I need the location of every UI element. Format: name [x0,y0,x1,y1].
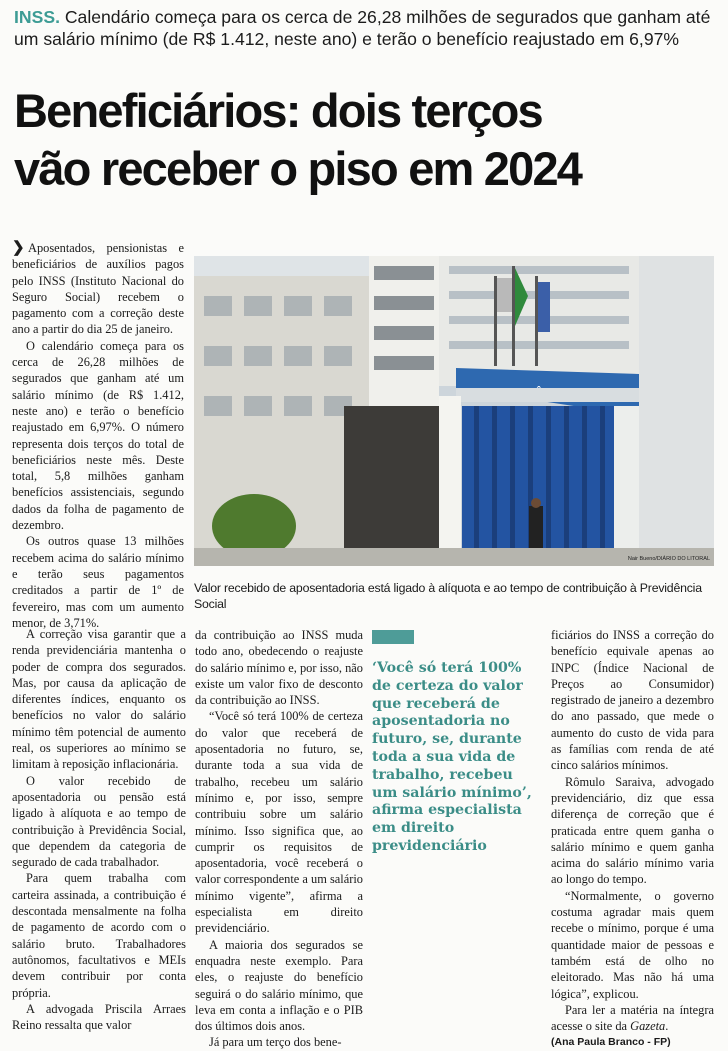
photo-credit: Nair Bueno/DIÁRIO DO LITORAL [627,556,710,562]
article-column-1-bottom [12,626,186,1033]
paragraph: Para ler a matéria na íntegra acesse o site da Gazeta. [551,1002,714,1034]
headline [14,82,714,198]
paragraph: “Você só terá 100% de certeza do valor que receberá de aposentadoria no futuro, se, durante toda a sua vida de trabalho, recebeu um salário mínimo e, por isso, sempre contribuiu sobre um salário mínimo. Isso significa que, ao cumprir os requisitos de aposentadoria, você receberá o valor correspondente a um salário mínimo vigente”, afirma a especialista em direito previdenciário. [195,709,363,936]
paragraph: Já para um terço dos bene- [209,1035,342,1050]
paragraph: “Normalmente, o governo costuma agradar mais quem recebe o mínimo, porque é uma quantidade maior de pessoas e também está de olho no eleitorado. Mas não há uma lógica”, explicou. [551,888,714,1001]
paragraph: ficiários do INSS a correção do benefício equivale apenas ao INPC (Índice Nacional de Preços ao Consumidor) registrado de janeiro a dezembro do ano passado, que mede o aumento do custo de vida para as famílias com renda de até cinco salários mínimos. [551,628,714,773]
kicker-text: Calendário começa para os cerca de 26,28 milhões de segurados que ganham até um salário mínimo (de R$ 1.412, neste ano) e terão o benefício reajustado em 6,97% [14,7,711,49]
paragraph: O calendário começa para os cerca de 26,28 milhões de segurados que ganham até um salário mínimo (de R$ 1.412, neste ano) e terão o benefício reajustado em 6,97%. O número representa dois terços do total de beneficiários neste mês. Deste total, 5,8 milhões ganham benefícios assistenciais, segundo dados da folha de pagamento de dezembro. [12,338,184,533]
article-column-2 [195,627,363,1051]
news-photo [194,256,714,566]
paragraph: Os outros quase 13 milhões recebem acima do salário mínimo e terão seus pagamentos creditados a partir de 1º de fevereiro, mas com um aumento menor, de 3,71%. [12,534,184,630]
building-illustration [194,256,714,566]
pull-quote: ‘Você só terá 100% de certeza do valor que receberá de aposentadoria no futuro, se, durante toda a sua vida de trabalho, recebeu um salário mínimo’, afirma especialista em direito previdenciário [372,660,532,854]
author-credit: (Ana Paula Branco - FP) [551,1036,671,1049]
paragraph: A advogada Priscila Arraes Reino ressalta que valor [12,1001,186,1033]
paragraph: A correção visa garantir que a renda previdenciária mantenha o poder de compra dos segurados. Mas, por causa da aplicação de diferentes índices, enquanto os benefícios no valor do salário mínimo têm potencial de aumento real, os superiores ao mínimo se limitam à reposição inflacionária. [12,627,186,772]
headline-line-1: Beneficiários: dois terços [14,84,542,137]
gazeta-link-text: Gazeta [630,1019,666,1034]
photo-caption: Valor recebido de aposentadoria está ligado à alíquota e ao tempo de contribuição à Previdência Social [194,581,702,611]
paragraph: da contribuição ao INSS muda todo ano, obedecendo o reajuste do salário mínimo e, por isso, não existe um valor fixo de desconto da contribuição ao INSS. [195,628,363,708]
kicker [14,6,714,50]
paragraph: Para quem trabalha com carteira assinada, a contribuição é descontada mensalmente na folha de pagamento de acordo com o salário bruto. Trabalhadores autônomos, facultativos e MEIs devem contribuir por conta própria. [12,871,186,1000]
article-column-4 [551,627,714,1051]
article-column-1-top [12,240,184,631]
chevron-right-icon: ❯ [12,239,25,256]
section-tag: INSS. [14,7,60,27]
paragraph: O valor recebido de aposentadoria ou pensão está ligado à alíquota e ao tempo de contribuição à Previdência Social, que dependem da categoria de segurado de cada trabalhador. [12,773,186,870]
headline-line-2: vão receber o piso em 2024 [14,142,582,195]
paragraph: Rômulo Saraiva, advogado previdenciário, diz que essa diferença de correção que é praticada entre quem ganha o salário mínimo e quem ganha acima do salário mínimo varia ao longo do tempo. [551,774,714,887]
paragraph: ❯ Aposentados, pensionistas e beneficiários de auxílios pagos pelo INSS (Instituto Nacional do Seguro Social) recebem o pagamento com a correção deste ano a partir do dia 25 de janeiro. [12,239,184,337]
paragraph: A maioria dos segurados se enquadra neste exemplo. Para eles, o reajuste do benefício seguirá o do salário mínimo, que leva em conta a inflação e o PIB dos últimos dois anos. [195,937,363,1034]
pull-quote-accent-bar [372,630,414,644]
